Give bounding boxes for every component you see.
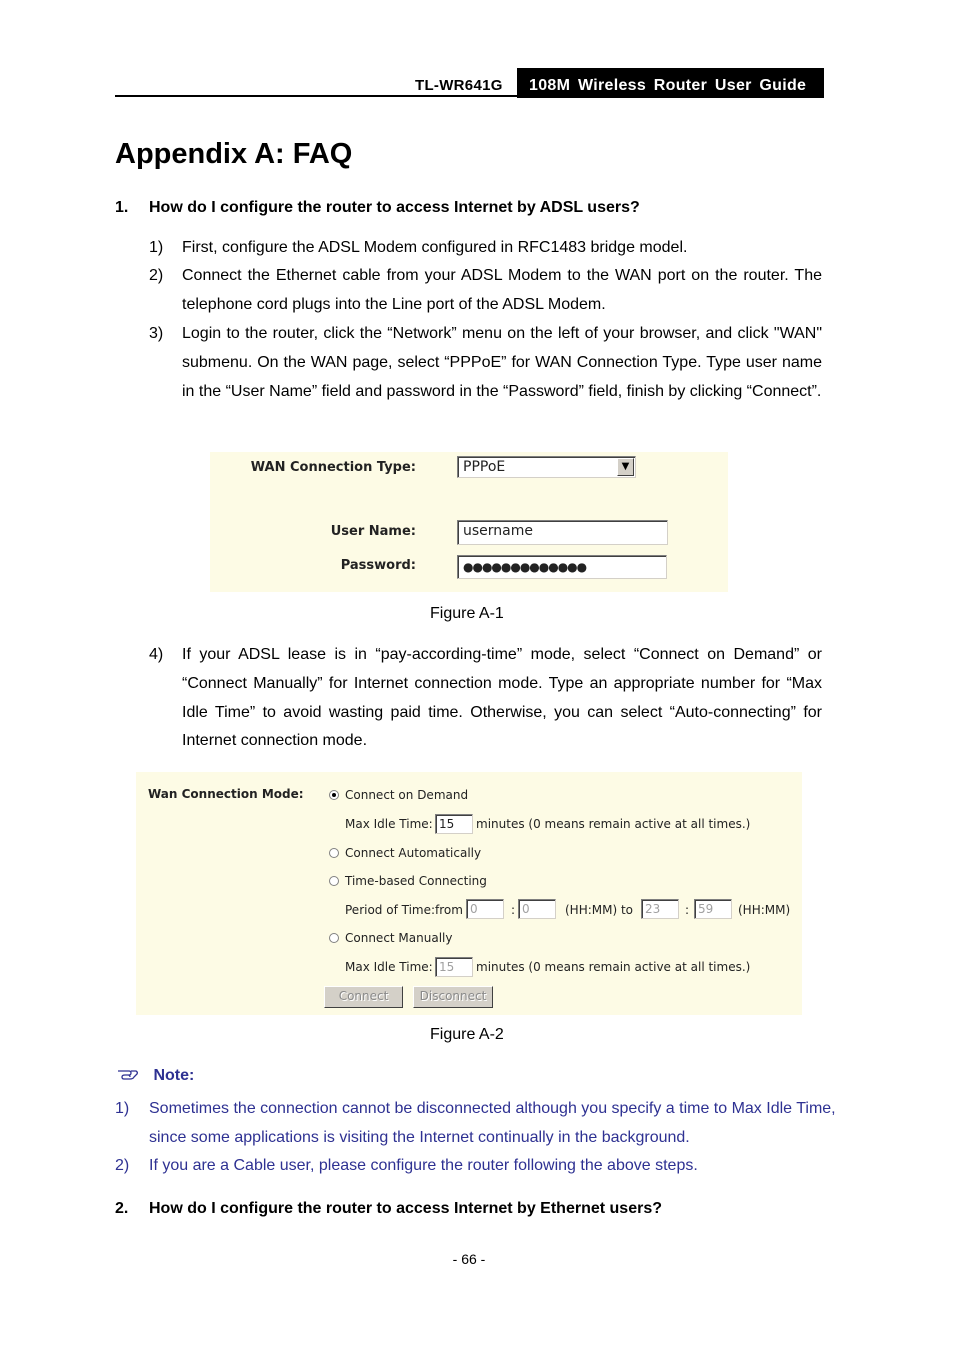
hhmm-to-label: (HH:MM) to [565,903,634,917]
username-input[interactable]: username [457,520,668,545]
max-idle-label-1: Max Idle Time: [345,817,433,831]
time-colon-1: : [511,903,516,917]
step-1 [149,234,822,263]
header-guide-title: 108M Wireless Router User Guide [517,68,824,98]
radio-connect-manually[interactable] [329,933,339,943]
note-number: 1) [115,1100,130,1117]
from-hour-input[interactable]: 0 [466,899,504,919]
figure-a2-caption: Figure A-2 [430,1026,504,1043]
question-text: How do I configure the router to access Internet by ADSL users? [149,199,640,216]
page-title: Appendix A: FAQ [115,138,353,170]
radio-connect-on-demand[interactable] [329,790,339,800]
wan-type-label: WAN Connection Type: [250,460,416,475]
header-model: TL-WR641G [415,77,503,94]
wan-type-select[interactable] [457,456,636,478]
question-number: 1. [115,199,129,216]
username-label: User Name: [330,524,416,539]
password-label: Password: [340,558,416,573]
step-number: 4) [149,646,164,663]
step-text: Connect the Ethernet cable from your ADSL Modem to the WAN port on the router. The telephone cord plugs into the Line port of the ADSL Modem. [182,267,822,313]
note-heading [117,1066,194,1085]
max-idle-label-2: Max Idle Time: [345,960,433,974]
max-idle-hint-1: minutes (0 means remain active at all times.) [476,817,751,831]
note-item-2 [115,1152,839,1181]
header-rule [115,95,824,97]
figure-a1-caption: Figure A-1 [430,605,504,622]
wan-mode-label: Wan Connection Mode: [148,787,304,801]
disconnect-button[interactable]: Disconnect [413,986,493,1008]
connect-button[interactable]: Connect [324,986,403,1008]
pointing-hand-icon [117,1066,141,1085]
password-input[interactable]: ●●●●●●●●●●●●● [457,555,667,579]
max-idle-hint-2: minutes (0 means remain active at all times.) [476,960,751,974]
note-text: If you are a Cable user, please configure the router following the above steps. [149,1157,698,1174]
option-connect-automatically: Connect Automatically [345,846,482,860]
note-number: 2) [115,1157,130,1174]
max-idle-input-1[interactable]: 15 [435,814,473,834]
step-text: Login to the router, click the “Network” menu on the left of your browser, and click "WAN" submenu. On the WAN page, select “PPPoE” for WAN Connection Type. Type user name in the “User Name” field and password in the “Password” field, finish by clicking “Connect”. [182,325,822,400]
to-hour-input[interactable]: 23 [641,899,679,919]
step-number: 3) [149,325,164,342]
wan-type-value: PPPoE [463,459,506,475]
step-4 [149,641,822,756]
option-time-based: Time-based Connecting [345,874,487,888]
step-3 [149,320,822,406]
note-label: Note: [153,1066,195,1084]
radio-connect-automatically[interactable] [329,848,339,858]
dropdown-arrow-icon[interactable]: ▼ [617,458,634,476]
step-text: First, configure the ADSL Modem configured in RFC1483 bridge model. [182,239,688,256]
figure-a2-form [136,772,802,1015]
time-colon-2: : [685,903,690,917]
max-idle-input-2[interactable]: 15 [435,957,473,977]
page-number: - 66 - [452,1251,486,1267]
note-text: Sometimes the connection cannot be disconnected although you specify a time to Max Idle Time, since some applications is visiting the Internet continually in the background. [149,1100,836,1146]
from-minute-input[interactable]: 0 [518,899,556,919]
hhmm-label: (HH:MM) [738,903,791,917]
question-text: How do I configure the router to access Internet by Ethernet users? [149,1200,662,1217]
to-minute-input[interactable]: 59 [694,899,732,919]
option-connect-on-demand: Connect on Demand [345,788,469,802]
question-number: 2. [115,1200,129,1217]
step-number: 1) [149,239,164,256]
step-2 [149,262,822,320]
option-connect-manually: Connect Manually [345,931,453,945]
note-item-1 [115,1095,839,1153]
period-label: Period of Time:from [345,903,463,917]
figure-a1-form [210,452,728,592]
step-text: If your ADSL lease is in “pay-according-time” mode, select “Connect on Demand” or “Connect Manually” for Internet connection mode. Type an appropriate number for “Max Idle Time” to avoid wasting paid time. Otherwise, you can select “Auto-connecting” for Internet connection mode. [182,646,822,750]
step-number: 2) [149,267,164,284]
radio-time-based[interactable] [329,876,339,886]
